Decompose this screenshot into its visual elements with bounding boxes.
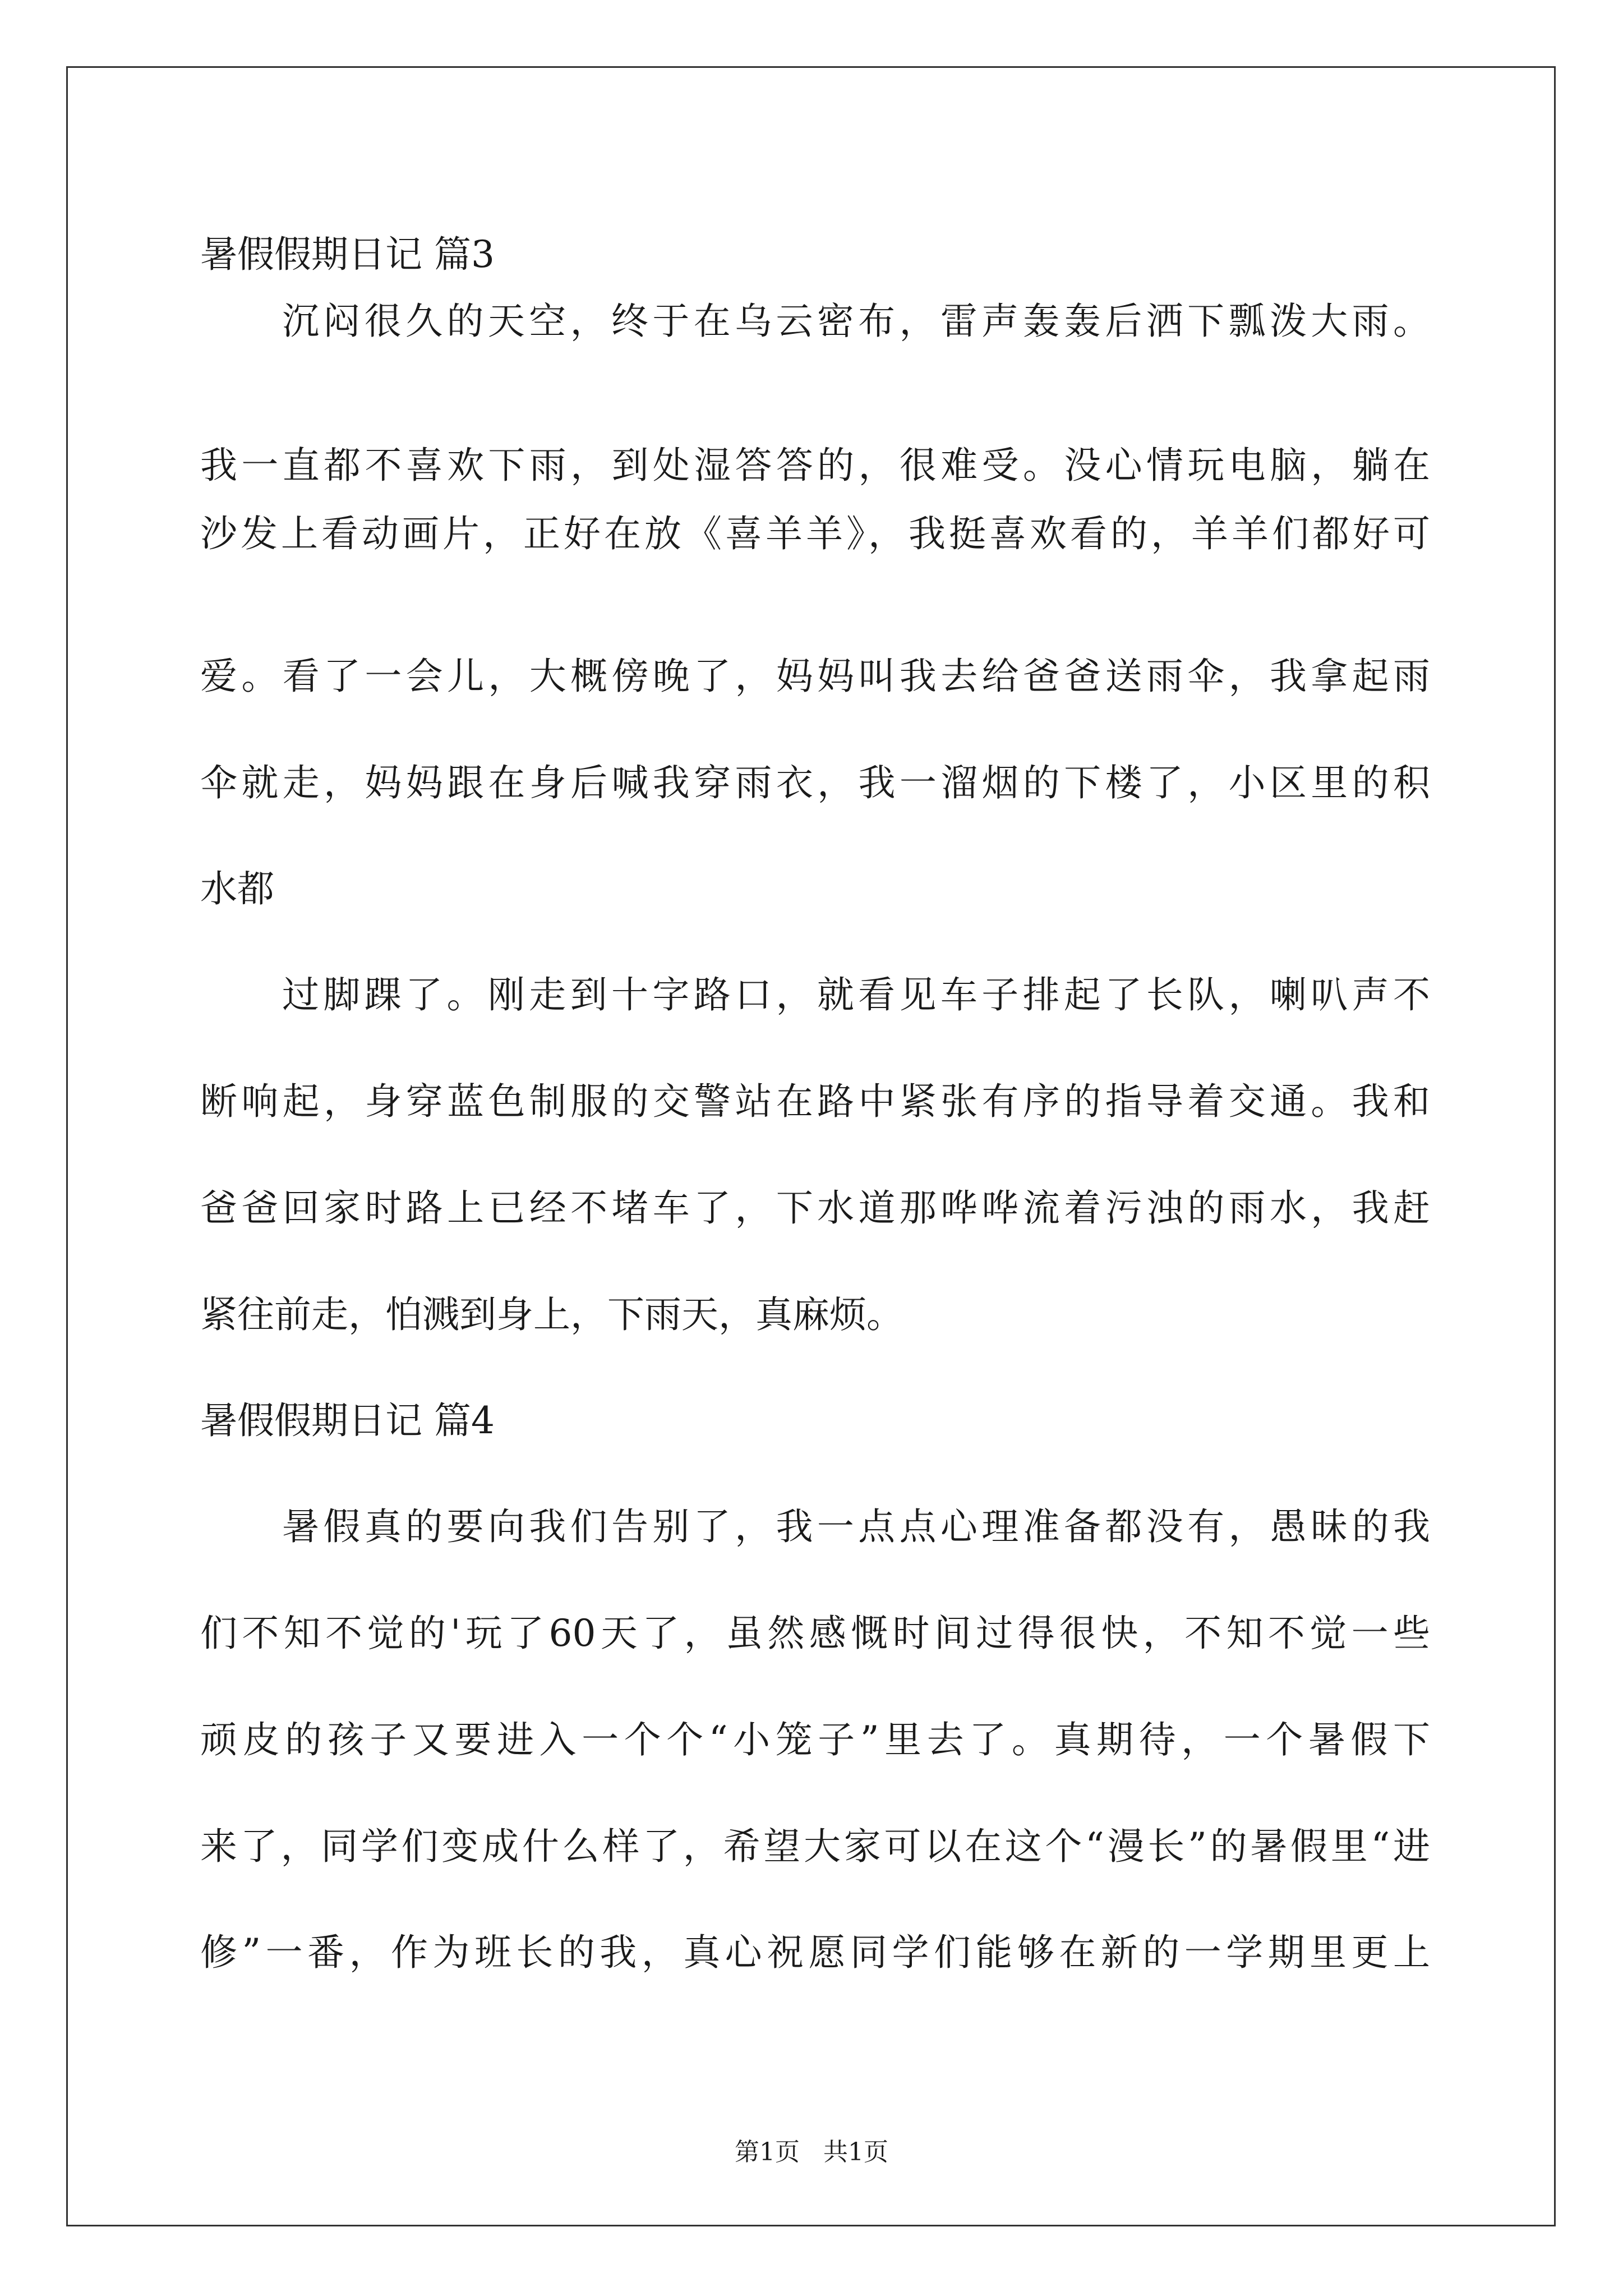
paragraph-line: 伞就走，妈妈跟在身后喊我穿雨衣，我一溜烟的下楼了，小区里的积	[200, 761, 1430, 804]
paragraph-line: 沙发上看动画片，正好在放《喜羊羊》，我挺喜欢看的，羊羊们都好可	[200, 512, 1430, 555]
paragraph-line: 爱。看了一会儿，大概傍晚了，妈妈叫我去给爸爸送雨伞，我拿起雨	[200, 655, 1430, 698]
paragraph-line: 们不知不觉的'玩了60天了，虽然感慨时间过得很快，不知不觉一些	[200, 1612, 1430, 1655]
paragraph-line: 爸爸回家时路上已经不堵车了，下水道那哗哗流着污浊的雨水，我赶	[200, 1186, 1430, 1230]
page-number: 第1页	[735, 2138, 800, 2166]
paragraph-line: 暑假真的要向我们告别了，我一点点心理准备都没有，愚昧的我	[282, 1505, 1430, 1548]
section-heading: 暑假假期日记 篇4	[200, 1399, 495, 1442]
page-footer	[0, 2140, 1623, 2165]
paragraph-line: 顽皮的孩子又要进入一个个“小笼子”里去了。真期待，一个暑假下	[200, 1718, 1430, 1761]
section-heading: 暑假假期日记 篇3	[200, 233, 495, 276]
page-total: 共1页	[823, 2138, 888, 2166]
page-border	[66, 66, 1556, 2226]
paragraph-line: 过脚踝了。刚走到十字路口，就看见车子排起了长队，喇叭声不	[282, 973, 1430, 1016]
paragraph-line: 断响起，身穿蓝色制服的交警站在路中紧张有序的指导着交通。我和	[200, 1080, 1430, 1123]
paragraph-line: 修”一番，作为班长的我，真心祝愿同学们能够在新的一学期里更上	[200, 1931, 1430, 1974]
paragraph-line: 水都	[200, 867, 274, 910]
paragraph-line: 来了，同学们变成什么样了，希望大家可以在这个“漫长”的暑假里“进	[200, 1825, 1430, 1868]
paragraph-line: 紧往前走，怕溅到身上，下雨天，真麻烦。	[200, 1293, 903, 1336]
paragraph-line: 沉闷很久的天空，终于在乌云密布，雷声轰轰后洒下瓢泼大雨。	[282, 300, 1430, 343]
paragraph-line: 我一直都不喜欢下雨，到处湿答答的，很难受。没心情玩电脑，躺在	[200, 444, 1430, 487]
